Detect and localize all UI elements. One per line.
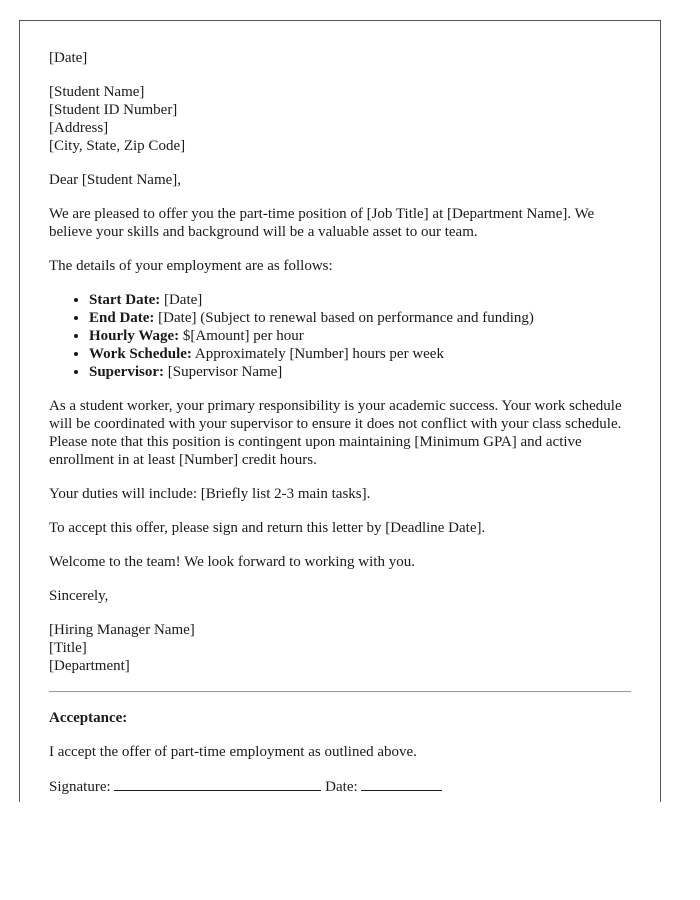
detail-start-date [89, 291, 631, 309]
detail-value: [Date] (Subject to renewal based on performance and funding) [158, 310, 534, 326]
date-label: Date: [325, 779, 358, 795]
detail-label: End Date: [89, 310, 155, 326]
detail-work-schedule [89, 345, 631, 363]
detail-label: Work Schedule: [89, 346, 192, 362]
acceptance-section [49, 709, 631, 727]
acceptance-heading: Acceptance: [49, 710, 128, 726]
employment-details-list [49, 291, 631, 381]
welcome-paragraph: Welcome to the team! We look forward to working with you. [49, 554, 415, 570]
signature-row [49, 777, 631, 796]
recipient-name: [Student Name] [49, 84, 145, 100]
closing: Sincerely, [49, 588, 109, 604]
detail-hourly-wage [89, 327, 631, 345]
signature-line[interactable] [114, 777, 321, 791]
detail-label: Supervisor: [89, 364, 164, 380]
acceptance-statement: I accept the offer of part-time employment as outlined above. [49, 744, 417, 760]
detail-label: Start Date: [89, 292, 161, 308]
letter-date: [Date] [49, 50, 88, 66]
detail-value: $[Amount] per hour [182, 328, 304, 344]
date-line[interactable] [361, 777, 442, 791]
signer-block [49, 621, 631, 675]
recipient-street: [Address] [49, 120, 109, 136]
recipient-id: [Student ID Number] [49, 102, 178, 118]
detail-value: [Supervisor Name] [167, 364, 283, 380]
signer-title: [Title] [49, 640, 87, 656]
signer-name: [Hiring Manager Name] [49, 622, 195, 638]
detail-end-date [89, 309, 631, 327]
intro-paragraph: We are pleased to offer you the part-time position of [Job Title] at [Department Name]. We believe your skills and background will be a valuable asset to our team. [49, 206, 595, 240]
detail-value: Approximately [Number] hours per week [194, 346, 444, 362]
recipient-city: [City, State, Zip Code] [49, 138, 186, 154]
signature-label: Signature: [49, 779, 111, 795]
details-intro: The details of your employment are as follows: [49, 258, 333, 274]
detail-supervisor [89, 363, 631, 381]
detail-label: Hourly Wage: [89, 328, 180, 344]
detail-value: [Date] [163, 292, 203, 308]
academic-paragraph: As a student worker, your primary responsibility is your academic success. Your work schedule will be coordinated with your supervisor to ensure it does not conflict with your class schedule. Please note that this position is contingent upon maintaining [Minimum GPA] and active enrollment in at least [Number] credit hours. [49, 398, 622, 468]
letter-page [19, 20, 661, 802]
section-divider [49, 691, 631, 692]
signer-department: [Department] [49, 658, 130, 674]
accept-instructions: To accept this offer, please sign and return this letter by [Deadline Date]. [49, 520, 486, 536]
salutation: Dear [Student Name], [49, 172, 182, 188]
recipient-address [49, 83, 631, 155]
duties-paragraph: Your duties will include: [Briefly list 2-3 main tasks]. [49, 486, 371, 502]
